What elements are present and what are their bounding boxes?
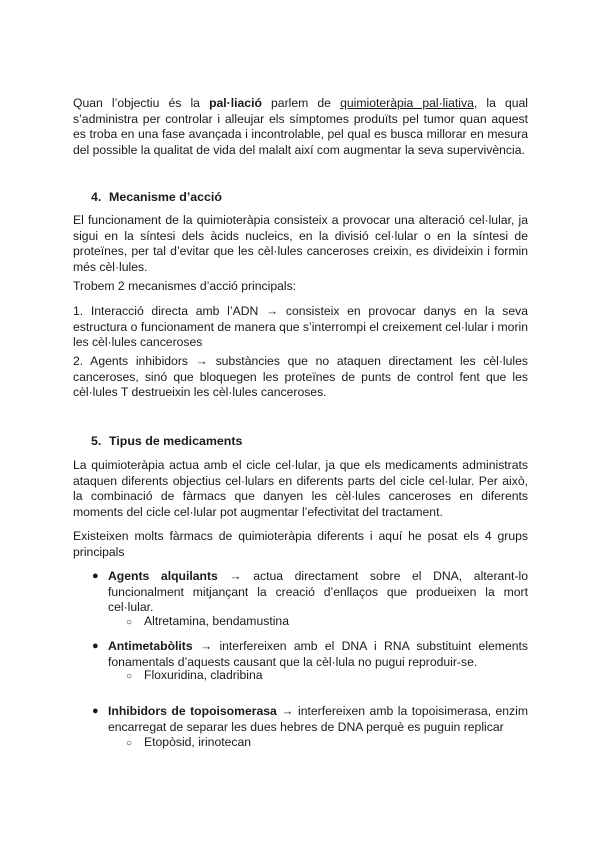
sub-item-text: Floxuridina, cladribina bbox=[144, 668, 263, 682]
intro-text-3: , la qual s’administra per controlar i alleujar els símptomes produïts pel tumor quan aquest es troba en una fase avançada i incontrolable, pel qual es busca millorar en mesura del possible la qualitat de vida del malalt així com augmentar la seva supervivència. bbox=[73, 96, 529, 157]
list-item-text bbox=[108, 704, 528, 735]
list-item-inhibidors-topoisomerasa bbox=[92, 704, 528, 735]
section-4-title: Mecanisme d’acció bbox=[109, 190, 222, 204]
list-item-term: Antimetabòlits bbox=[108, 639, 193, 653]
list-item-description: → actua directament sobre el DNA, alterant-lo funcionalment mitjançant la creació d’enllaços que produeixen la mort cel·lular. bbox=[108, 569, 528, 615]
intro-bold-term: pal·liació bbox=[209, 96, 262, 110]
list-item-term: Inhibidors de topoisomerasa bbox=[108, 704, 277, 718]
section-5-number: 5. bbox=[91, 434, 102, 448]
intro-underlined-term: quimioteràpia pal·liativa bbox=[340, 96, 474, 110]
section-4-number: 4. bbox=[91, 190, 102, 204]
sub-item-inhibidors-topoisomerasa bbox=[126, 735, 251, 752]
intro-text-2: parlem de bbox=[261, 96, 341, 110]
section-5-title: Tipus de medicaments bbox=[109, 434, 243, 448]
sub-item-agents-alquilants bbox=[126, 614, 289, 631]
list-item-description: → interfereixen amb el DNA i RNA substituint elements fonamentals d’aquests causant que la cèl·lula no pugui reproduir-se. bbox=[108, 639, 528, 669]
sub-item-text: Etopòsid, irinotecan bbox=[144, 735, 252, 749]
list-item-description: → interfereixen amb la topoisimerasa, enzim encarregat de separar les dues hebres de DNA perquè es puguin replicar bbox=[108, 704, 528, 734]
intro-paragraph bbox=[73, 96, 528, 158]
section-4-heading bbox=[91, 190, 222, 204]
bullet-dot-icon: ● bbox=[92, 705, 99, 717]
section-4-paragraph-1: El funcionament de la quimioteràpia consisteix a provocar una alteració cel·lular, ja sigui en la síntesi dels àcids nucleics, en la divisió cel·lular o en la síntesi de proteïnes, per tal d’evitar que les cèl·lules canceroses creixin, es divideixin i formin més cèl·lules. bbox=[73, 213, 528, 274]
sub-bullet-circle-icon: ○ bbox=[126, 671, 133, 682]
section-5-paragraph-1: La quimioteràpia actua amb el cicle cel·lular, ja que els medicaments administrats ataquen diferents objectius cel·lulars en diferents parts del cicle cel·lular. Per això, la combinació de fàrmacs que danyen les cèl·lules canceroses en diferents moments del cicle cel·lular pot augmentar l’efectivitat del tractament. bbox=[73, 458, 528, 519]
sub-item-text: Altretamina, bendamustina bbox=[144, 614, 289, 628]
list-item-text bbox=[108, 569, 528, 616]
intro-text-1: Quan l’objectiu és la bbox=[73, 96, 210, 110]
sub-bullet-circle-icon: ○ bbox=[126, 738, 133, 749]
list-item-antimetabolits bbox=[92, 639, 528, 670]
list-item-term: Agents alquilants bbox=[108, 569, 218, 583]
sub-bullet-circle-icon: ○ bbox=[126, 617, 133, 628]
section-5-paragraph-2: Existeixen molts fàrmacs de quimioteràpia diferents i aquí he posat els 4 grups principals bbox=[73, 529, 528, 559]
bullet-dot-icon: ● bbox=[92, 570, 99, 582]
section-4-paragraph-2: Trobem 2 mecanismes d’acció principals: bbox=[73, 279, 297, 293]
section-4-paragraph-3: 1. Interacció directa amb l’ADN → consisteix en provocar danys en la seva estructura o funcionament de manera que s’interrompi el creixement cel·lular i morin les cèl·lules canceroses bbox=[73, 304, 528, 350]
section-5-heading bbox=[91, 434, 242, 448]
sub-item-antimetabolits bbox=[126, 668, 263, 685]
section-4-paragraph-4: 2. Agents inhibidors → substàncies que no ataquen directament les cèl·lules canceroses, sinó que bloquegen les proteïnes de punts de control fent que les cèl·lules T destrueixin les cèl·lules canceroses. bbox=[73, 354, 528, 400]
bullet-dot-icon: ● bbox=[92, 640, 99, 652]
list-item-agents-alquilants bbox=[92, 569, 528, 616]
list-item-text bbox=[108, 639, 528, 670]
